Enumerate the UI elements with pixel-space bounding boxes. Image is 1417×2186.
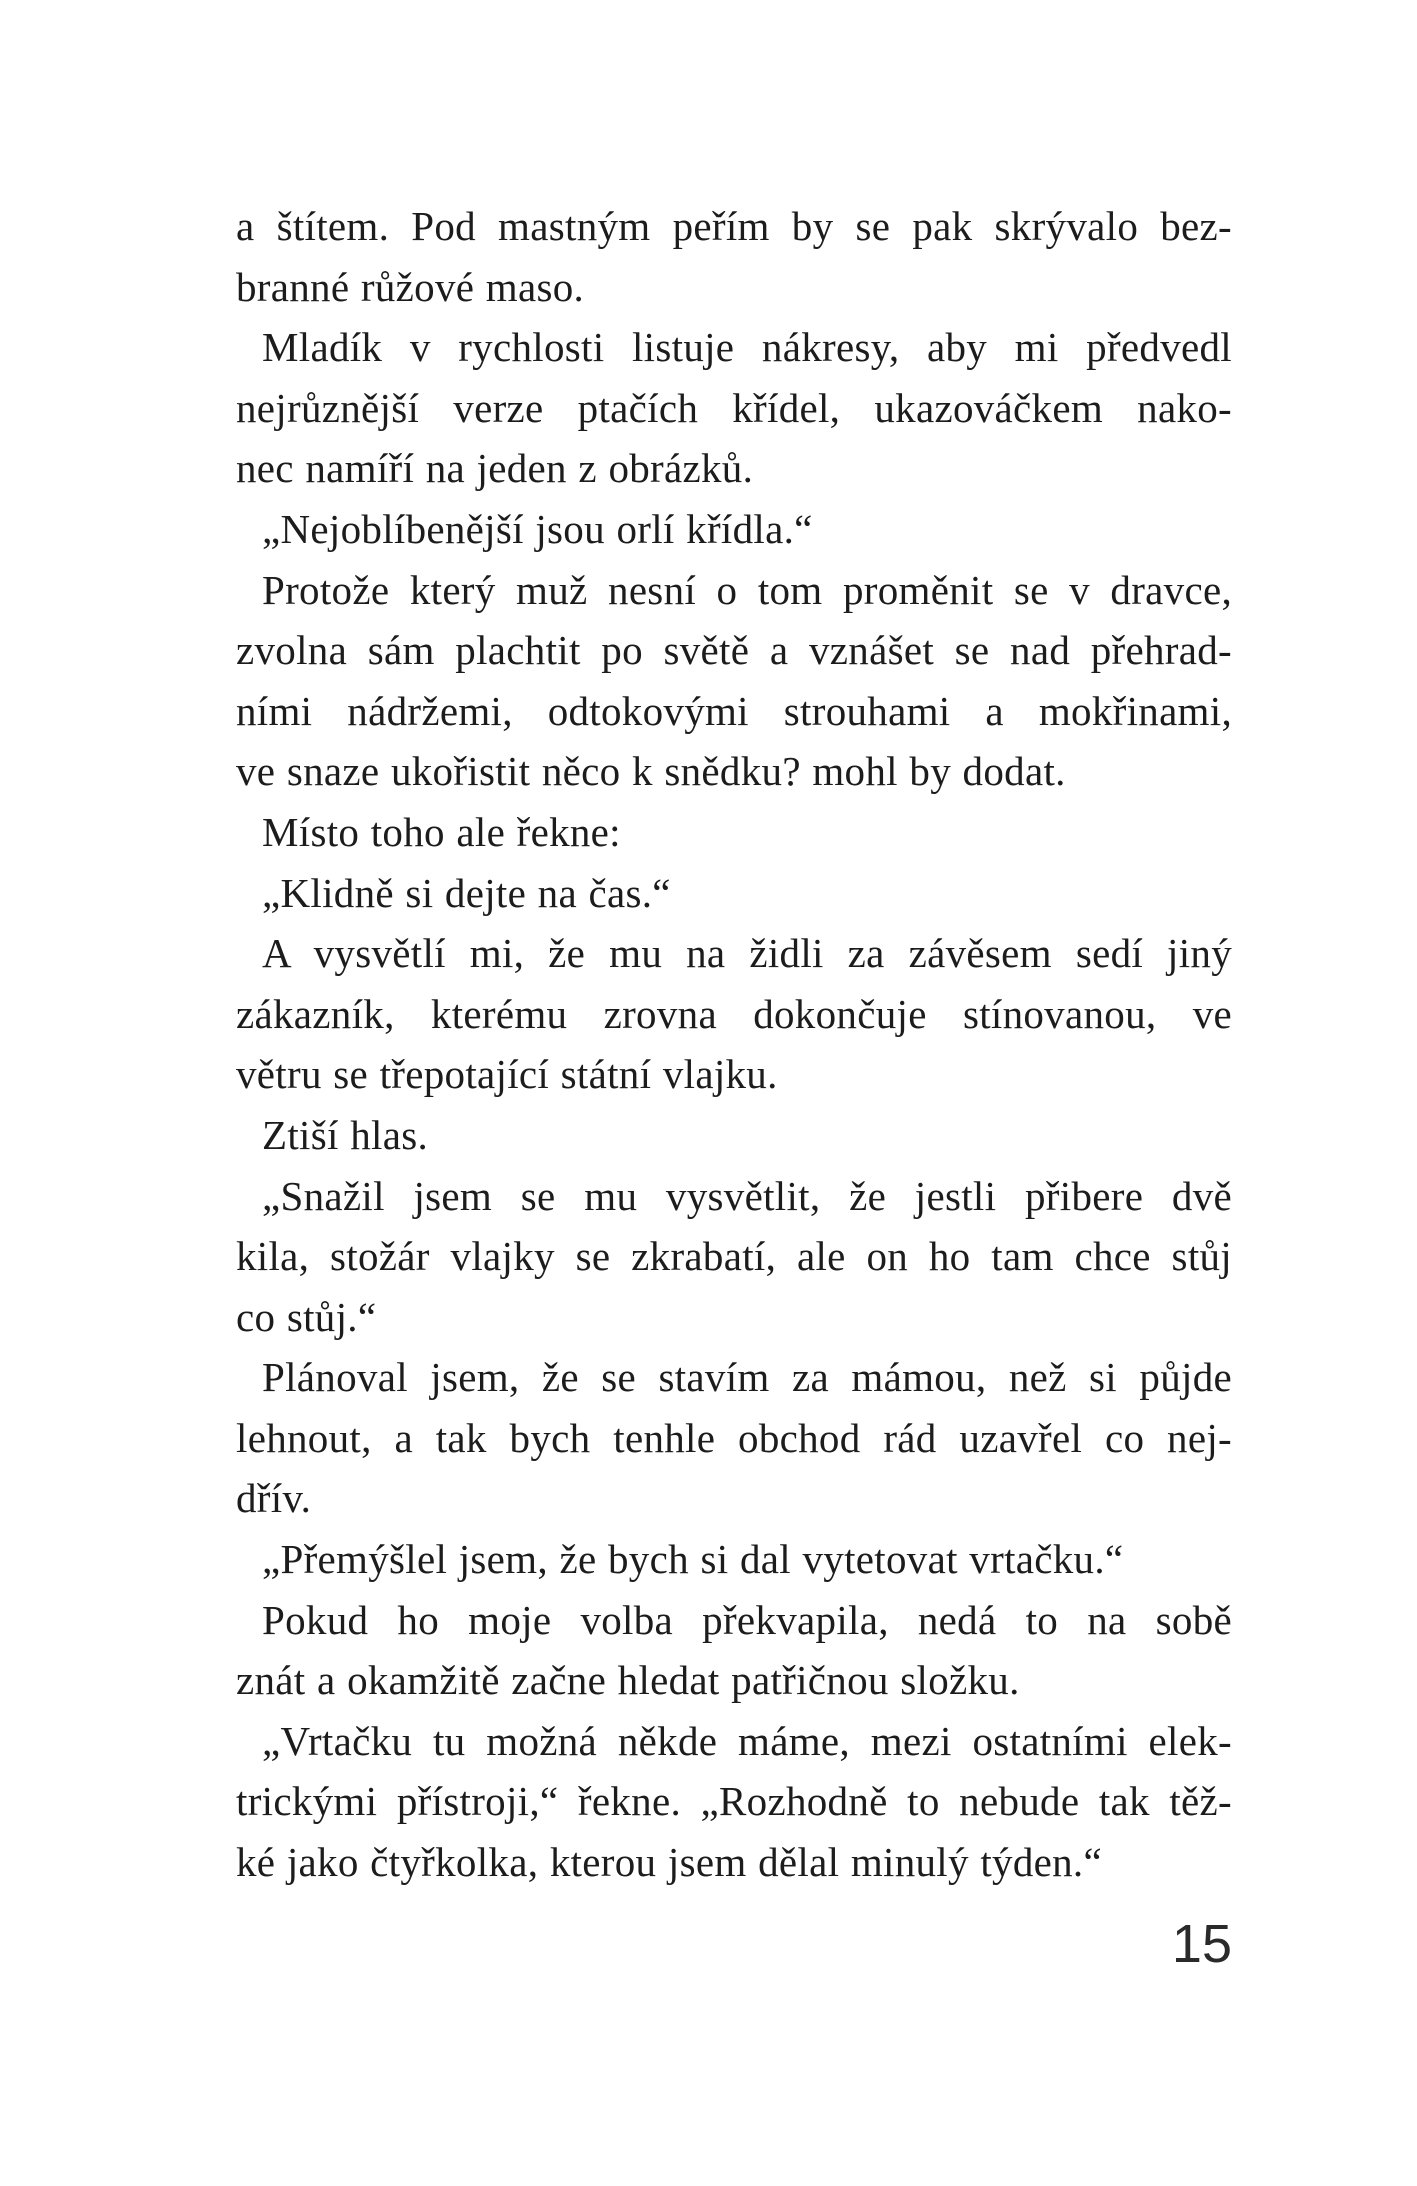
text-line: nejrůznější verze ptačích křídel, ukazováčkem nako- xyxy=(236,384,1232,431)
text-line: Mladík v rychlosti listuje nákresy, aby mi předvedl xyxy=(262,324,1232,371)
page-number: 15 xyxy=(1171,1914,1232,1974)
text-line: ké jako čtyřkolka, kterou jsem dělal minulý týden.“ xyxy=(236,1839,1102,1886)
text-line: dřív. xyxy=(236,1475,312,1522)
text-line: lehnout, a tak bych tenhle obchod rád uzavřel co nej- xyxy=(236,1414,1232,1461)
text-line: co stůj.“ xyxy=(236,1293,377,1340)
text-line: Ztiší hlas. xyxy=(262,1111,429,1158)
text-line: znát a okamžitě začne hledat patřičnou složku. xyxy=(236,1657,1020,1704)
text-line: „Nejoblíbenější jsou orlí křídla.“ xyxy=(262,505,813,552)
text-line: ními nádržemi, odtokovými strouhami a mokřinami, xyxy=(236,687,1232,734)
text-line: „Klidně si dejte na čas.“ xyxy=(262,869,671,916)
text-line: trickými přístroji,“ řekne. „Rozhodně to nebude tak těž- xyxy=(236,1778,1232,1825)
body-text xyxy=(236,196,1232,1893)
text-line: Protože který muž nesní o tom proměnit se v dravce, xyxy=(262,566,1232,613)
text-line: A vysvětlí mi, že mu na židli za závěsem sedí jiný xyxy=(262,930,1232,977)
text-line: kila, stožár vlajky se zkrabatí, ale on ho tam chce stůj xyxy=(236,1233,1232,1280)
text-line: „Přemýšlel jsem, že bych si dal vytetovat vrtačku.“ xyxy=(262,1536,1124,1583)
text-line: Pokud ho moje volba překvapila, nedá to na sobě xyxy=(262,1596,1232,1643)
text-line: nec namíří na jeden z obrázků. xyxy=(236,445,754,492)
text-line: Plánoval jsem, že se stavím za mámou, než si půjde xyxy=(262,1354,1232,1401)
text-line: větru se třepotající státní vlajku. xyxy=(236,1051,778,1098)
text-line: zvolna sám plachtit po světě a vznášet se nad přehrad- xyxy=(236,627,1232,674)
text-line: Místo toho ale řekne: xyxy=(262,808,621,855)
text-line: „Snažil jsem se mu vysvětlit, že jestli přibere dvě xyxy=(262,1172,1232,1219)
text-line: zákazník, kterému zrovna dokončuje stínovanou, ve xyxy=(236,990,1232,1037)
text-line: „Vrtačku tu možná někde máme, mezi ostatními elek- xyxy=(262,1717,1232,1764)
text-line: branné růžové maso. xyxy=(236,263,585,310)
text-line: a štítem. Pod mastným peřím by se pak skrývalo bez- xyxy=(236,203,1232,249)
text-line: ve snaze ukořistit něco k snědku? mohl by dodat. xyxy=(236,748,1066,795)
